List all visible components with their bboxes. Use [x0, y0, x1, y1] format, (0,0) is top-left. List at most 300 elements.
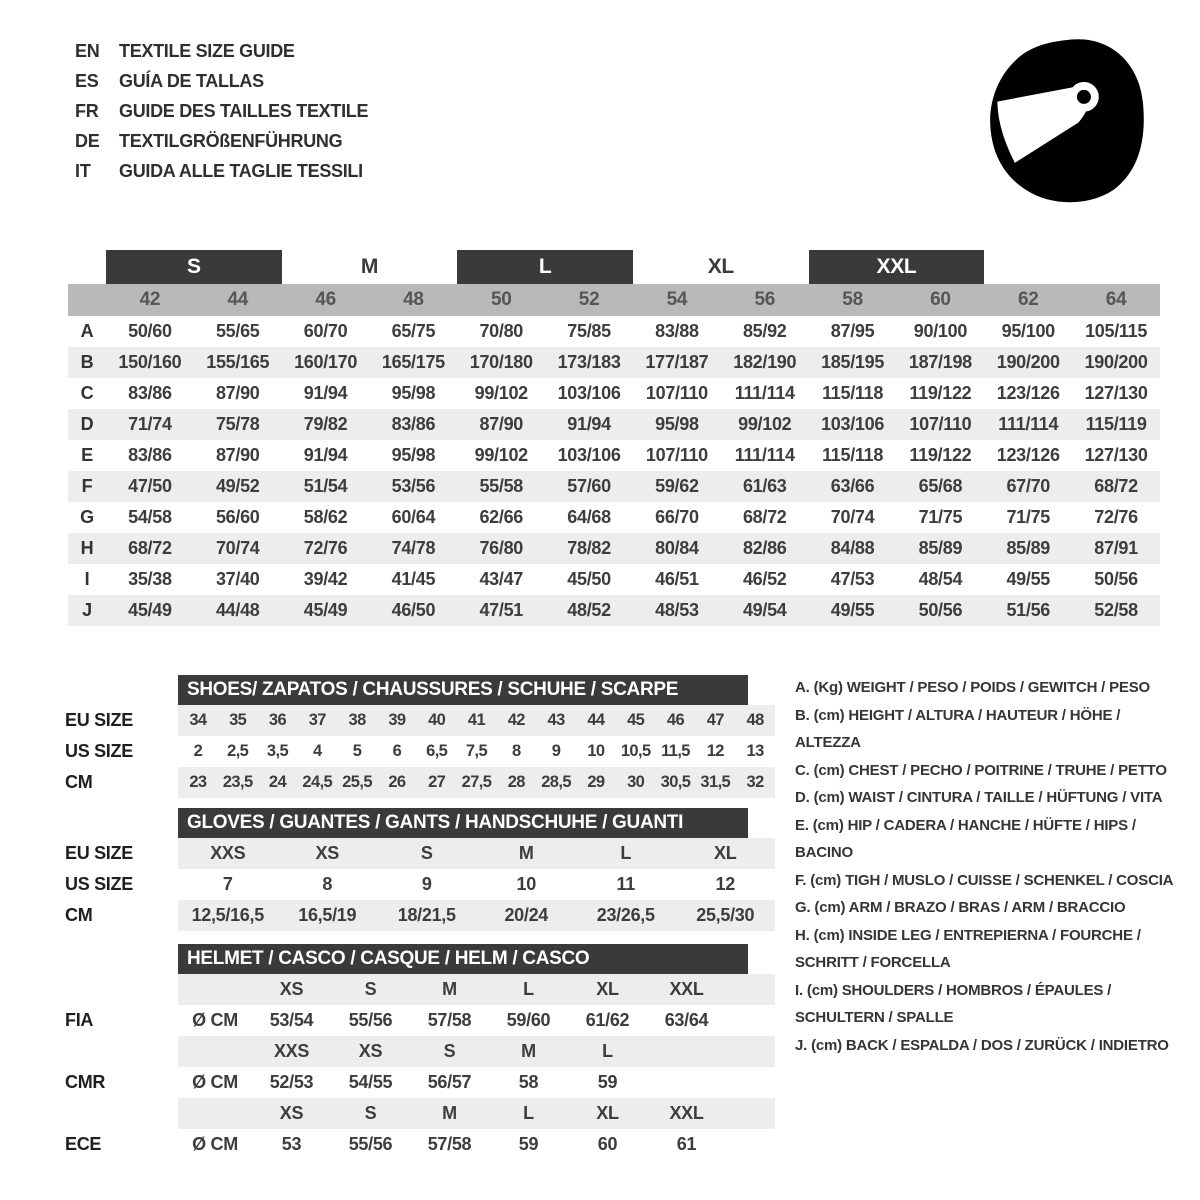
measurement-value: 107/110 — [645, 383, 708, 403]
size-value: 27 — [428, 773, 446, 791]
size-value: L — [620, 843, 632, 863]
numeric-size: 54 — [666, 289, 688, 310]
measurement-value: 71/75 — [918, 507, 963, 527]
measurement-value: 41/45 — [391, 569, 436, 589]
row-values — [178, 736, 775, 767]
size-value: 24 — [268, 773, 287, 791]
gloves-section-title: GLOVES / GUANTES / GANTS / HANDSCHUHE / GUANTI — [178, 808, 748, 838]
helmet-icon — [977, 28, 1152, 208]
unit-spacer — [178, 1036, 252, 1067]
legend-item: F. (cm) TIGH / MUSLO / CUISSE / SCHENKEL / COSCIA — [795, 871, 1174, 889]
measurement-value: 119/122 — [909, 383, 972, 403]
numeric-size: 50 — [490, 289, 512, 310]
legend-item: J. (cm) BACK / ESPALDA / DOS / ZURÜCK / INDIETRO — [795, 1036, 1169, 1054]
language-row — [75, 96, 368, 126]
measurement-value: 83/86 — [391, 414, 436, 434]
measurement-value: 45/50 — [567, 569, 611, 589]
language-title-list — [75, 36, 368, 186]
gloves-row — [65, 900, 777, 931]
measurement-value: 65/68 — [918, 476, 963, 496]
shoes-size-table — [65, 675, 777, 798]
measurement-value: 49/55 — [830, 600, 875, 620]
helmet-size-label: M — [442, 979, 457, 999]
row-values — [178, 705, 775, 736]
measurement-value: 70/80 — [479, 321, 524, 341]
size-value: 32 — [746, 773, 764, 791]
measurement-value: 48/54 — [918, 569, 963, 589]
measurement-value: 185/195 — [821, 352, 885, 372]
row-label: EU SIZE — [65, 710, 133, 730]
helmet-size-label: M — [521, 1041, 536, 1061]
row-values — [178, 767, 775, 798]
helmet-size-value — [647, 1067, 726, 1098]
size-value: 35 — [229, 711, 247, 729]
measurement-value: 91/94 — [303, 383, 348, 403]
measurement-value: 62/66 — [479, 507, 524, 527]
measurement-value: 46/52 — [742, 569, 787, 589]
numeric-size: 48 — [403, 289, 424, 310]
measurement-value: 115/118 — [822, 383, 884, 403]
legend-item: B. (cm) HEIGHT / ALTURA / HAUTEUR / HÖHE / ALTEZZA — [795, 706, 1121, 751]
size-value: 8 — [512, 742, 521, 760]
language-title: GUÍA DE TALLAS — [119, 71, 264, 91]
size-value: S — [420, 843, 433, 863]
measurement-value: 45/49 — [303, 600, 348, 620]
measurement-value: 56/60 — [215, 507, 260, 527]
measurement-value: 103/106 — [557, 445, 621, 465]
size-value: 18/21,5 — [397, 905, 456, 925]
helmet-size-value: 52/53 — [269, 1072, 314, 1092]
measurement-value: 47/51 — [479, 600, 524, 620]
language-code: ES — [75, 71, 99, 91]
measurement-value: 58/62 — [303, 507, 348, 527]
measurement-value: 79/82 — [303, 414, 348, 434]
size-value: 13 — [746, 742, 764, 760]
size-group-l: L — [457, 250, 633, 284]
helmet-standard-row-cmr — [65, 1067, 777, 1098]
measurement-value: 87/95 — [830, 321, 875, 341]
numeric-size: 56 — [754, 289, 776, 310]
helmet-size-labels — [178, 1036, 775, 1067]
helmet-size-value: 59/60 — [506, 1010, 551, 1030]
textile-measurement-rows — [68, 316, 1160, 626]
measurement-value: 51/54 — [303, 476, 348, 496]
size-value: 2 — [193, 742, 203, 760]
helmet-size-value: 53/54 — [269, 1010, 314, 1030]
measurement-value: 150/160 — [118, 352, 182, 372]
row-label — [65, 1098, 178, 1129]
helmet-size-table — [65, 944, 777, 1160]
size-value: 42 — [507, 711, 525, 729]
unit-spacer — [178, 974, 252, 1005]
size-value: 36 — [268, 711, 287, 729]
measurement-value: 111/114 — [734, 445, 795, 465]
row-label: CM — [65, 905, 93, 925]
measurement-row-label: I — [84, 569, 90, 589]
measurement-value: 49/54 — [742, 600, 787, 620]
helmet-size-label: XXS — [273, 1041, 310, 1061]
size-value: 47 — [706, 711, 724, 729]
measurement-value: 103/106 — [557, 383, 621, 403]
measurement-row-label: B — [80, 352, 94, 372]
unit-label: Ø CM — [192, 1010, 238, 1030]
measurement-value: 46/51 — [655, 569, 699, 589]
measurement-value: 127/130 — [1084, 383, 1148, 403]
measurement-value: 70/74 — [830, 507, 875, 527]
measurement-value: 55/58 — [479, 476, 524, 496]
numeric-size: 52 — [578, 289, 600, 310]
measurement-value: 85/89 — [918, 538, 963, 558]
measurement-value: 65/75 — [391, 321, 436, 341]
measurement-row-c — [68, 378, 1160, 409]
textile-size-table — [68, 250, 1160, 626]
helmet-size-header-row — [65, 974, 777, 1005]
helmet-size-label: L — [523, 1103, 534, 1123]
language-title: TEXTILE SIZE GUIDE — [119, 41, 295, 61]
measurement-value: 87/90 — [479, 414, 524, 434]
language-code: EN — [75, 41, 100, 61]
measurement-value: 50/60 — [128, 321, 172, 341]
helmet-size-value: 60 — [597, 1134, 618, 1154]
textile-numeric-size-row — [68, 284, 1160, 316]
measurement-row-g — [68, 502, 1160, 533]
size-value: 40 — [428, 711, 446, 729]
measurement-value: 68/72 — [1094, 476, 1138, 496]
measurement-value: 99/102 — [738, 414, 792, 434]
measurement-value: 71/75 — [1006, 507, 1051, 527]
gloves-row — [65, 869, 777, 900]
size-value: 16,5/19 — [298, 905, 357, 925]
size-group-m: M — [360, 255, 379, 278]
legend-item: D. (cm) WAIST / CINTURA / TAILLE / HÜFTUNG / VITA — [795, 789, 1163, 806]
measurement-value: 48/52 — [567, 600, 611, 620]
measurement-row-label: E — [81, 445, 93, 465]
size-value: 6 — [392, 742, 402, 760]
row-label: EU SIZE — [65, 843, 133, 863]
size-value: 24,5 — [302, 773, 333, 791]
row-values — [178, 900, 775, 931]
size-value: XL — [714, 843, 737, 863]
helmet-size-label: L — [523, 979, 534, 999]
measurement-row-h — [68, 533, 1160, 564]
measurement-value: 111/114 — [734, 383, 795, 403]
row-values — [178, 869, 775, 900]
size-value: 27,5 — [461, 773, 492, 791]
measurement-value: 44/48 — [215, 600, 260, 620]
helmet-size-value: 61 — [676, 1134, 697, 1154]
textile-size-group-header-row — [68, 250, 1160, 284]
helmet-size-label: XL — [596, 1103, 619, 1123]
size-value: 8 — [322, 874, 333, 894]
measurement-value: 190/200 — [996, 352, 1060, 372]
row-label — [65, 974, 178, 1005]
size-value: 30 — [627, 773, 645, 791]
measurement-row-label: J — [82, 600, 92, 620]
measurement-value: 165/175 — [381, 352, 445, 372]
legend-item: A. (Kg) WEIGHT / PESO / POIDS / GEWITCH / PESO — [795, 679, 1150, 696]
measurement-value: 75/78 — [215, 414, 260, 434]
helmet-size-value: 59 — [597, 1072, 618, 1092]
helmet-size-value: 55/56 — [348, 1134, 393, 1154]
measurement-value: 71/74 — [128, 414, 172, 434]
measurement-value: 76/80 — [479, 538, 524, 558]
language-code: IT — [75, 161, 91, 181]
numeric-size: 44 — [227, 289, 249, 310]
helmet-size-label: XS — [358, 1041, 383, 1061]
helmet-size-label: XS — [279, 979, 304, 999]
size-value: XS — [315, 843, 339, 863]
measurement-value: 107/110 — [645, 445, 708, 465]
helmet-size-value: 53 — [281, 1134, 302, 1154]
measurement-value: 155/165 — [206, 352, 270, 372]
helmet-size-value: 61/62 — [585, 1010, 630, 1030]
size-group-xl: XL — [707, 255, 734, 278]
size-value: 41 — [467, 711, 486, 729]
language-row — [75, 156, 368, 186]
size-value: 23,5 — [222, 773, 253, 791]
measurement-value: 187/198 — [908, 352, 972, 372]
legend-item: I. (cm) SHOULDERS / HOMBROS / ÉPAULES / SCHULTERN / SPALLE — [795, 981, 1112, 1026]
size-value: 28 — [507, 773, 525, 791]
numeric-size: 46 — [315, 289, 336, 310]
size-value: 43 — [547, 711, 565, 729]
standard-label: FIA — [65, 1010, 94, 1030]
measurement-value: 95/98 — [391, 383, 436, 403]
helmet-size-label: XS — [279, 1103, 304, 1123]
row-label: CM — [65, 772, 93, 792]
measurement-row-j — [68, 595, 1160, 626]
language-row — [75, 126, 368, 156]
standard-label: CMR — [65, 1072, 106, 1092]
size-value: 9 — [551, 742, 561, 760]
size-value: 48 — [746, 711, 764, 729]
size-value: 10,5 — [620, 742, 651, 760]
helmet-size-label: XXL — [669, 979, 704, 999]
helmet-size-value: 63/64 — [664, 1010, 709, 1030]
size-value: 37 — [308, 711, 326, 729]
accessory-tables — [65, 675, 777, 1160]
size-value: 9 — [421, 874, 432, 894]
measurement-value: 87/91 — [1094, 538, 1138, 558]
measurement-value: 68/72 — [128, 538, 172, 558]
size-value: 44 — [587, 711, 605, 729]
size-value: 38 — [348, 711, 366, 729]
measurement-value: 115/119 — [1085, 414, 1147, 434]
measurement-value: 61/63 — [742, 476, 787, 496]
measurement-value: 49/52 — [215, 476, 260, 496]
size-value: 28,5 — [541, 773, 571, 791]
measurement-row-label: F — [81, 476, 93, 496]
measurement-value: 91/94 — [567, 414, 611, 434]
helmet-size-value: 57/58 — [427, 1010, 472, 1030]
row-label — [65, 1036, 178, 1067]
shoes-row — [65, 767, 777, 798]
measurement-value: 43/47 — [479, 569, 524, 589]
measurement-value: 52/58 — [1094, 600, 1138, 620]
measurement-value: 90/100 — [913, 321, 968, 341]
measurement-value: 173/183 — [557, 352, 621, 372]
measurement-row-label: C — [80, 383, 94, 403]
legend-item: H. (cm) INSIDE LEG / ENTREPIERNA / FOURCHE / SCHRITT / FORCELLA — [795, 926, 1141, 971]
measurement-value: 37/40 — [215, 569, 260, 589]
size-value: 46 — [666, 711, 685, 729]
helmet-size-value: 55/56 — [348, 1010, 393, 1030]
helmet-standard-values — [178, 1129, 775, 1160]
measurement-value: 72/76 — [303, 538, 348, 558]
helmet-size-label — [647, 1036, 726, 1067]
helmet-section-title: HELMET / CASCO / CASQUE / HELM / CASCO — [178, 944, 748, 974]
measurement-value: 83/86 — [128, 445, 172, 465]
helmet-size-header-row — [65, 1036, 777, 1067]
measurement-value: 83/86 — [128, 383, 172, 403]
size-value: 7 — [222, 874, 233, 894]
legend-item: G. (cm) ARM / BRAZO / BRAS / ARM / BRACCIO — [795, 899, 1126, 916]
measurement-value: 64/68 — [567, 507, 611, 527]
measurement-value: 87/90 — [215, 445, 260, 465]
measurement-value: 53/56 — [391, 476, 436, 496]
measurement-value: 47/50 — [128, 476, 172, 496]
measurement-value: 95/100 — [1001, 321, 1055, 341]
measurement-value: 182/190 — [733, 352, 797, 372]
measurement-value: 170/180 — [469, 352, 533, 372]
size-value: M — [518, 843, 534, 863]
row-values — [178, 838, 775, 869]
measurement-row-b — [68, 347, 1160, 378]
standard-label: ECE — [65, 1134, 102, 1154]
helmet-size-value: 57/58 — [427, 1134, 472, 1154]
measurement-value: 107/110 — [909, 414, 972, 434]
size-value: 45 — [627, 711, 645, 729]
size-value: 6,5 — [426, 742, 448, 760]
measurement-value: 51/56 — [1006, 600, 1051, 620]
helmet-size-label: S — [364, 1103, 377, 1123]
measurement-value: 115/118 — [822, 445, 884, 465]
measurement-value: 75/85 — [567, 321, 611, 341]
size-value: 23 — [189, 773, 207, 791]
measurement-row-d — [68, 409, 1160, 440]
measurement-value: 103/106 — [821, 414, 885, 434]
unit-label: Ø CM — [192, 1072, 238, 1092]
measurement-value: 91/94 — [303, 445, 348, 465]
language-row — [75, 66, 368, 96]
measurement-value: 127/130 — [1084, 445, 1148, 465]
gloves-row — [65, 838, 777, 869]
helmet-size-labels — [178, 974, 775, 1005]
measurement-row-label: G — [80, 507, 94, 527]
size-value: 11 — [616, 874, 635, 894]
measurement-row-e — [68, 440, 1160, 471]
measurement-value: 99/102 — [474, 445, 528, 465]
measurement-value: 85/92 — [742, 321, 787, 341]
size-value: 20/24 — [504, 905, 549, 925]
numeric-size: 60 — [930, 289, 951, 310]
language-title: GUIDE DES TAILLES TEXTILE — [119, 101, 369, 121]
measurement-row-label: H — [80, 538, 94, 558]
helmet-standard-values — [178, 1067, 775, 1098]
measurement-value: 95/98 — [391, 445, 436, 465]
measurement-value: 48/53 — [655, 600, 699, 620]
measurement-value: 57/60 — [567, 476, 611, 496]
measurement-value: 49/55 — [1006, 569, 1051, 589]
measurement-value: 39/42 — [303, 569, 348, 589]
size-value: 10 — [587, 742, 605, 760]
measurement-value: 68/72 — [742, 507, 787, 527]
size-value: 12 — [715, 874, 735, 894]
helmet-size-header-row — [65, 1098, 777, 1129]
helmet-size-value: 54/55 — [348, 1072, 393, 1092]
measurement-row-label: A — [80, 321, 94, 341]
helmet-size-label: S — [364, 979, 377, 999]
measurement-value: 123/126 — [996, 445, 1060, 465]
row-label: US SIZE — [65, 741, 133, 761]
measurement-value: 46/50 — [391, 600, 436, 620]
size-value: 23/26,5 — [596, 905, 655, 925]
legend-item: E. (cm) HIP / CADERA / HANCHE / HÜFTE / HIPS / BACINO — [795, 816, 1136, 861]
size-value: 3,5 — [266, 742, 289, 760]
size-group-s: S — [106, 250, 282, 284]
helmet-size-label: S — [443, 1041, 456, 1061]
measurement-value: 35/38 — [128, 569, 172, 589]
size-value: 12 — [706, 742, 724, 760]
measurement-value: 87/90 — [215, 383, 260, 403]
measurement-row-a — [68, 316, 1160, 347]
helmet-size-value: 56/57 — [427, 1072, 472, 1092]
helmet-standard-row-fia — [65, 1005, 777, 1036]
size-value: 26 — [388, 773, 406, 791]
shoes-row — [65, 736, 777, 767]
size-value: 30,5 — [660, 773, 691, 791]
language-code: DE — [75, 131, 100, 151]
size-value: 25,5/30 — [696, 905, 755, 925]
measurement-row-f — [68, 471, 1160, 502]
helmet-size-label: XL — [596, 979, 619, 999]
measurement-value: 111/114 — [998, 414, 1059, 434]
size-value: 31,5 — [700, 773, 731, 791]
measurement-row-label: D — [80, 414, 94, 434]
numeric-size: 58 — [842, 289, 863, 310]
measurement-value: 66/70 — [655, 507, 699, 527]
size-value: 25,5 — [342, 773, 372, 791]
legend-item: C. (cm) CHEST / PECHO / POITRINE / TRUHE / PETTO — [795, 761, 1167, 779]
helmet-size-labels — [178, 1098, 775, 1129]
helmet-standard-values — [178, 1005, 775, 1036]
measurement-value: 190/200 — [1084, 352, 1148, 372]
size-value: 2,5 — [227, 742, 249, 760]
language-row — [75, 36, 368, 66]
language-code: FR — [75, 101, 99, 121]
measurement-value: 60/64 — [391, 507, 436, 527]
measurement-value: 63/66 — [830, 476, 875, 496]
measurement-value: 80/84 — [655, 538, 699, 558]
measurement-value: 160/170 — [294, 352, 358, 372]
shoes-row — [65, 705, 777, 736]
measurement-value: 105/115 — [1085, 321, 1148, 341]
measurement-value: 70/74 — [215, 538, 260, 558]
helmet-size-label: L — [602, 1041, 613, 1061]
size-group-xxl: XXL — [809, 250, 985, 284]
numeric-size: 64 — [1105, 289, 1127, 310]
size-value: 4 — [313, 742, 322, 760]
measurement-value: 60/70 — [303, 321, 348, 341]
numeric-size: 62 — [1017, 289, 1039, 310]
measurement-value: 50/56 — [1094, 569, 1138, 589]
unit-spacer — [178, 1098, 252, 1129]
unit-label: Ø CM — [192, 1134, 238, 1154]
size-value: XXS — [210, 843, 246, 863]
measurement-value: 123/126 — [996, 383, 1060, 403]
helmet-standard-row-ece — [65, 1129, 777, 1160]
measurement-value: 50/56 — [918, 600, 963, 620]
